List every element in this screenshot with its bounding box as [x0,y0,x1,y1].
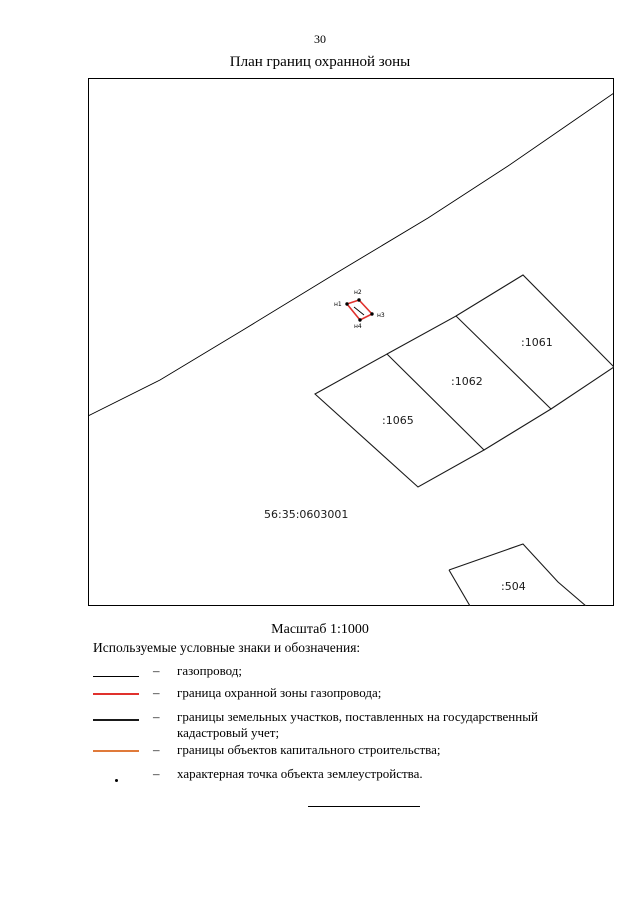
legend-symbol-thin-line [93,663,139,679]
protection-zone-polygon [347,300,372,320]
boundary-plan-map [88,78,614,606]
legend-text: газопровод; [177,663,243,678]
legend-text: границы земельных участков, поставленных на государственный кадастровый учет; [177,709,538,740]
legend-symbol-red-line [93,685,139,701]
legend-symbol-black-line [93,709,139,725]
cadastral-quarter-label: 56:35:0603001 [264,508,349,521]
point-n1-label: н1 [334,301,342,308]
diagonal-boundary-line [88,93,614,416]
legend-symbol-dot [93,766,139,782]
legend-text: границы объектов капитального строительства; [177,742,441,757]
page-number: 30 [314,32,326,46]
point-n3-marker [370,312,373,315]
legend-text: граница охранной зоны газопровода; [177,685,382,700]
legend-dash: – [153,766,160,781]
legend-symbol-orange-line [93,742,139,758]
parcel-504-boundary-left [449,570,470,606]
signature-line [308,806,420,807]
legend-dash: – [153,742,160,757]
point-n4-marker [358,318,361,321]
point-n2-marker [357,298,360,301]
parcel-504-boundary [449,544,586,606]
point-n2-label: н2 [354,289,362,296]
legend-dash: – [153,685,160,700]
map-canvas [88,78,614,606]
parcel-1061-label: :1061 [521,336,553,349]
parcel-1065-label: :1065 [382,414,414,427]
legend-title: Используемые условные знаки и обозначения: [93,640,361,655]
parcel-1062-label: :1062 [451,375,483,388]
legend-dash: – [153,663,160,678]
point-n4-label: н4 [354,323,362,330]
point-n3-label: н3 [377,312,385,319]
scale-label: Масштаб 1:1000 [271,622,369,637]
legend-dash: – [153,709,160,724]
page-title: План границ охранной зоны [229,54,411,70]
legend-text: характерная точка объекта землеустройства. [177,766,423,781]
point-n1-marker [345,302,348,305]
parcel-504-label: :504 [501,580,526,593]
